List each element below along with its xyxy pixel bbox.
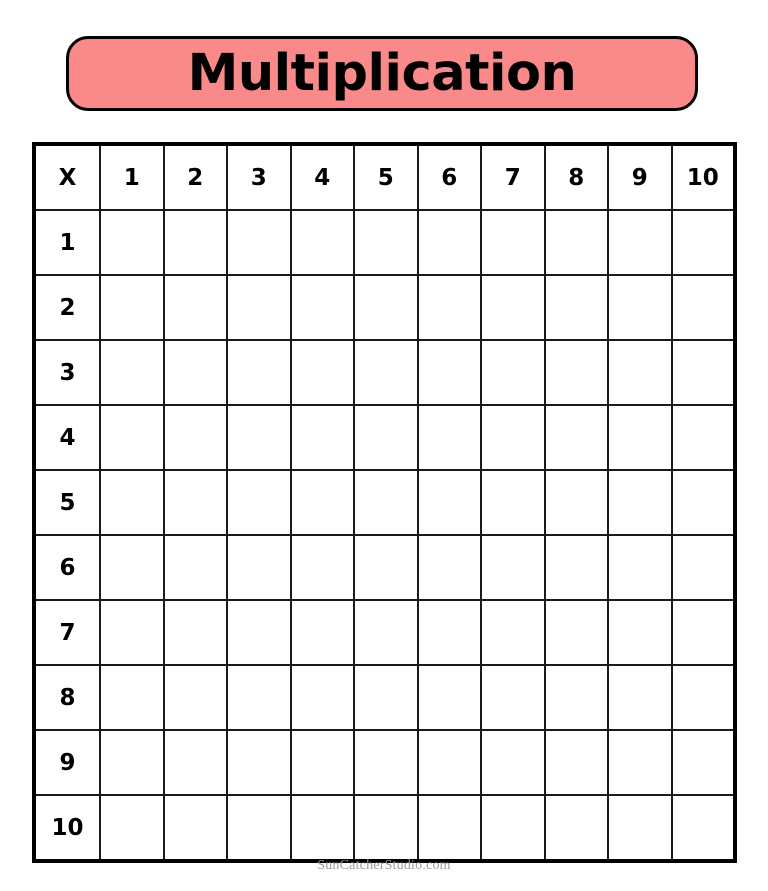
answer-cell[interactable] — [418, 665, 482, 730]
table-row — [34, 600, 735, 665]
answer-cell[interactable] — [354, 795, 418, 861]
answer-cell[interactable] — [164, 405, 228, 470]
answer-cell[interactable] — [100, 340, 164, 405]
answer-cell[interactable] — [545, 405, 609, 470]
answer-cell[interactable] — [354, 470, 418, 535]
column-header: 10 — [672, 144, 736, 210]
answer-cell[interactable] — [164, 795, 228, 861]
table-row — [34, 535, 735, 600]
answer-cell[interactable] — [227, 405, 291, 470]
column-header: 7 — [481, 144, 545, 210]
answer-cell[interactable] — [672, 470, 736, 535]
answer-cell[interactable] — [164, 730, 228, 795]
answer-cell[interactable] — [672, 275, 736, 340]
answer-cell[interactable] — [291, 340, 355, 405]
answer-cell[interactable] — [608, 340, 672, 405]
answer-cell[interactable] — [418, 340, 482, 405]
title-banner — [66, 36, 698, 111]
answer-cell[interactable] — [100, 405, 164, 470]
answer-cell[interactable] — [608, 210, 672, 275]
answer-cell[interactable] — [354, 730, 418, 795]
title-banner-wrapper — [66, 36, 698, 111]
answer-cell[interactable] — [291, 275, 355, 340]
answer-cell[interactable] — [354, 340, 418, 405]
answer-cell[interactable] — [100, 665, 164, 730]
answer-cell[interactable] — [481, 600, 545, 665]
row-header: 8 — [34, 665, 100, 730]
answer-cell[interactable] — [227, 730, 291, 795]
answer-cell[interactable] — [291, 665, 355, 730]
answer-cell[interactable] — [545, 600, 609, 665]
answer-cell[interactable] — [418, 795, 482, 861]
table-row — [34, 795, 735, 861]
table-row — [34, 470, 735, 535]
answer-cell[interactable] — [227, 600, 291, 665]
row-header: 7 — [34, 600, 100, 665]
answer-cell[interactable] — [672, 795, 736, 861]
grid-corner-operator: X — [34, 144, 100, 210]
answer-cell[interactable] — [291, 405, 355, 470]
answer-cell[interactable] — [291, 730, 355, 795]
answer-cell[interactable] — [481, 795, 545, 861]
answer-cell[interactable] — [100, 275, 164, 340]
table-row — [34, 730, 735, 795]
answer-cell[interactable] — [545, 730, 609, 795]
row-header: 2 — [34, 275, 100, 340]
answer-cell[interactable] — [608, 275, 672, 340]
answer-cell[interactable] — [481, 535, 545, 600]
grid-body — [34, 144, 735, 861]
multiplication-grid-wrapper — [32, 142, 736, 863]
column-header: 2 — [164, 144, 228, 210]
answer-cell[interactable] — [291, 535, 355, 600]
row-header: 3 — [34, 340, 100, 405]
table-row — [34, 405, 735, 470]
column-header: 5 — [354, 144, 418, 210]
answer-cell[interactable] — [481, 340, 545, 405]
answer-cell[interactable] — [481, 405, 545, 470]
answer-cell[interactable] — [227, 535, 291, 600]
answer-cell[interactable] — [608, 535, 672, 600]
answer-cell[interactable] — [481, 665, 545, 730]
answer-cell[interactable] — [481, 275, 545, 340]
answer-cell[interactable] — [354, 275, 418, 340]
answer-cell[interactable] — [418, 405, 482, 470]
answer-cell[interactable] — [672, 600, 736, 665]
answer-cell[interactable] — [164, 600, 228, 665]
row-header: 6 — [34, 535, 100, 600]
answer-cell[interactable] — [545, 535, 609, 600]
answer-cell[interactable] — [100, 535, 164, 600]
answer-cell[interactable] — [164, 275, 228, 340]
answer-cell[interactable] — [164, 340, 228, 405]
column-header: 6 — [418, 144, 482, 210]
page-title: Multiplication — [187, 44, 577, 103]
answer-cell[interactable] — [545, 470, 609, 535]
answer-cell[interactable] — [100, 210, 164, 275]
answer-cell[interactable] — [672, 340, 736, 405]
column-header: 3 — [227, 144, 291, 210]
answer-cell[interactable] — [227, 665, 291, 730]
answer-cell[interactable] — [227, 275, 291, 340]
answer-cell[interactable] — [291, 795, 355, 861]
answer-cell[interactable] — [291, 600, 355, 665]
answer-cell[interactable] — [481, 470, 545, 535]
answer-cell[interactable] — [100, 730, 164, 795]
answer-cell[interactable] — [227, 470, 291, 535]
answer-cell[interactable] — [227, 795, 291, 861]
table-row — [34, 340, 735, 405]
answer-cell[interactable] — [608, 730, 672, 795]
column-header: 4 — [291, 144, 355, 210]
answer-cell[interactable] — [672, 405, 736, 470]
answer-cell[interactable] — [291, 210, 355, 275]
footer-credit: SunCatcherStudio.com — [317, 858, 451, 873]
answer-cell[interactable] — [545, 795, 609, 861]
row-header: 9 — [34, 730, 100, 795]
answer-cell[interactable] — [672, 730, 736, 795]
answer-cell[interactable] — [227, 210, 291, 275]
answer-cell[interactable] — [608, 470, 672, 535]
column-header: 8 — [545, 144, 609, 210]
table-row — [34, 665, 735, 730]
answer-cell[interactable] — [164, 470, 228, 535]
answer-cell[interactable] — [481, 210, 545, 275]
answer-cell[interactable] — [672, 665, 736, 730]
answer-cell[interactable] — [418, 535, 482, 600]
table-row — [34, 210, 735, 275]
multiplication-grid — [32, 142, 737, 863]
answer-cell[interactable] — [481, 730, 545, 795]
answer-cell[interactable] — [354, 665, 418, 730]
answer-cell[interactable] — [608, 665, 672, 730]
answer-cell[interactable] — [672, 210, 736, 275]
answer-cell[interactable] — [418, 470, 482, 535]
header-row — [34, 144, 735, 210]
answer-cell[interactable] — [100, 795, 164, 861]
answer-cell[interactable] — [608, 405, 672, 470]
answer-cell[interactable] — [164, 210, 228, 275]
answer-cell[interactable] — [354, 210, 418, 275]
answer-cell[interactable] — [100, 600, 164, 665]
answer-cell[interactable] — [418, 210, 482, 275]
row-header: 1 — [34, 210, 100, 275]
table-row — [34, 275, 735, 340]
answer-cell[interactable] — [545, 665, 609, 730]
answer-cell[interactable] — [545, 275, 609, 340]
answer-cell[interactable] — [545, 210, 609, 275]
answer-cell[interactable] — [672, 535, 736, 600]
answer-cell[interactable] — [100, 470, 164, 535]
answer-cell[interactable] — [608, 600, 672, 665]
column-header: 9 — [608, 144, 672, 210]
row-header: 5 — [34, 470, 100, 535]
answer-cell[interactable] — [354, 600, 418, 665]
row-header: 4 — [34, 405, 100, 470]
answer-cell[interactable] — [354, 535, 418, 600]
answer-cell[interactable] — [354, 405, 418, 470]
answer-cell[interactable] — [418, 275, 482, 340]
column-header: 1 — [100, 144, 164, 210]
answer-cell[interactable] — [608, 795, 672, 861]
answer-cell[interactable] — [418, 730, 482, 795]
answer-cell[interactable] — [164, 665, 228, 730]
answer-cell[interactable] — [291, 470, 355, 535]
answer-cell[interactable] — [227, 340, 291, 405]
answer-cell[interactable] — [164, 535, 228, 600]
answer-cell[interactable] — [418, 600, 482, 665]
row-header: 10 — [34, 795, 100, 861]
answer-cell[interactable] — [545, 340, 609, 405]
